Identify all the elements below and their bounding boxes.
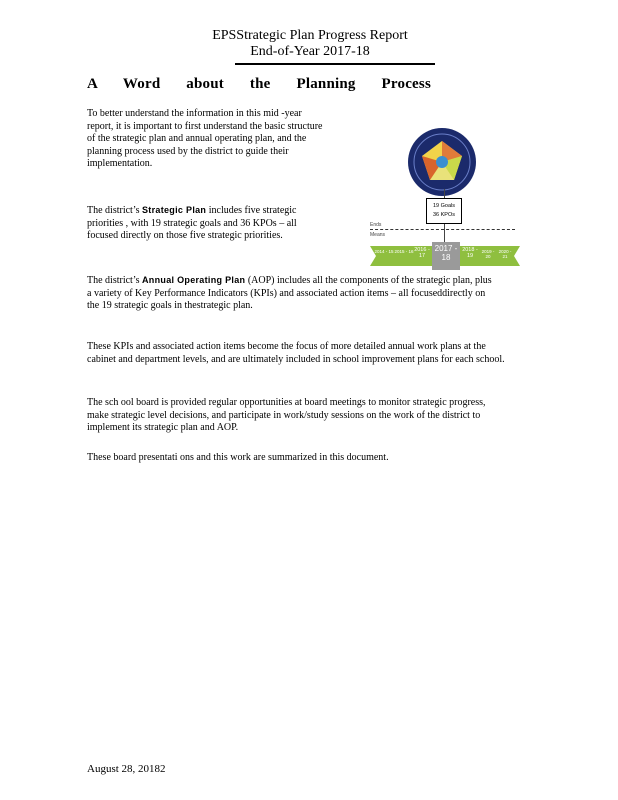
paragraph-board: The sch ool board is provided regular opportunities at board meetings to monitor strategic progress, make strategic level decisions, and participate in work/study sessions on the work of the district to implement its strategic plan and AOP. [87, 397, 486, 433]
connector-bottom [444, 224, 445, 242]
year-label: 2014 - 15 [374, 249, 394, 254]
goals-label: 19 Goals [432, 203, 455, 209]
goals-box [426, 198, 462, 224]
year-label: 2015 - 16 [394, 249, 414, 254]
header-rule [235, 63, 435, 65]
means-label: Means [370, 232, 386, 238]
year-label-current: 2017 - 18 [434, 244, 458, 262]
p2-text-post: includes five strategic priorities , with 19 strategic goals and 36 KPOs – all focused directly on those five strategic priorities. [87, 205, 297, 241]
report-subtitle: End-of-Year 2017-18 [250, 44, 370, 59]
year-label: 2019 - 20 [481, 249, 495, 259]
footer-date: August 28, 20182 [87, 763, 166, 775]
connector-top [444, 189, 445, 198]
paragraph-strategic-plan [87, 204, 327, 243]
year-label: 2020 - 21 [498, 249, 512, 259]
paragraph-summary: These board presentati ons and this work are summarized in this document. [87, 452, 389, 463]
p2-bold-term: Strategic Plan [142, 205, 207, 215]
report-title: EPSStrategic Plan Progress Report [212, 28, 408, 43]
ends-label: Ends [370, 222, 382, 228]
ends-means-divider [370, 229, 515, 230]
strategic-priorities-emblem [407, 127, 477, 197]
paragraph-intro: To better understand the information in this mid -year report, it is important to first understand the basic structure of the strategic plan and annual operating plan, and the planning process used by the district to guide their implementation. [87, 108, 323, 169]
p2-text-pre: The district’s [87, 205, 142, 216]
p3-bold-term: Annual Operating Plan [142, 275, 246, 285]
paragraph-kpis: These KPIs and associated action items become the focus of more detailed annual work plans at the cabinet and department levels, and are ultimately included in school improvement plans for each school. [87, 341, 505, 365]
p3-text-post: (AOP) includes all the components of the strategic plan, plus a variety of Key Performance Indicators (KPIs) and associated action items – all focuseddirectly on the 19 strategic goals in thestrategic plan. [87, 275, 492, 311]
kpos-label: 36 KPOs [432, 212, 455, 218]
p3-text-pre: The district’s [87, 275, 142, 286]
year-label: 2018 - 19 [462, 247, 478, 259]
report-header [190, 28, 430, 60]
planning-diagram [360, 120, 520, 280]
section-title: A Word about the Planning Process [87, 76, 431, 92]
year-label: 2016 - 17 [414, 247, 430, 259]
